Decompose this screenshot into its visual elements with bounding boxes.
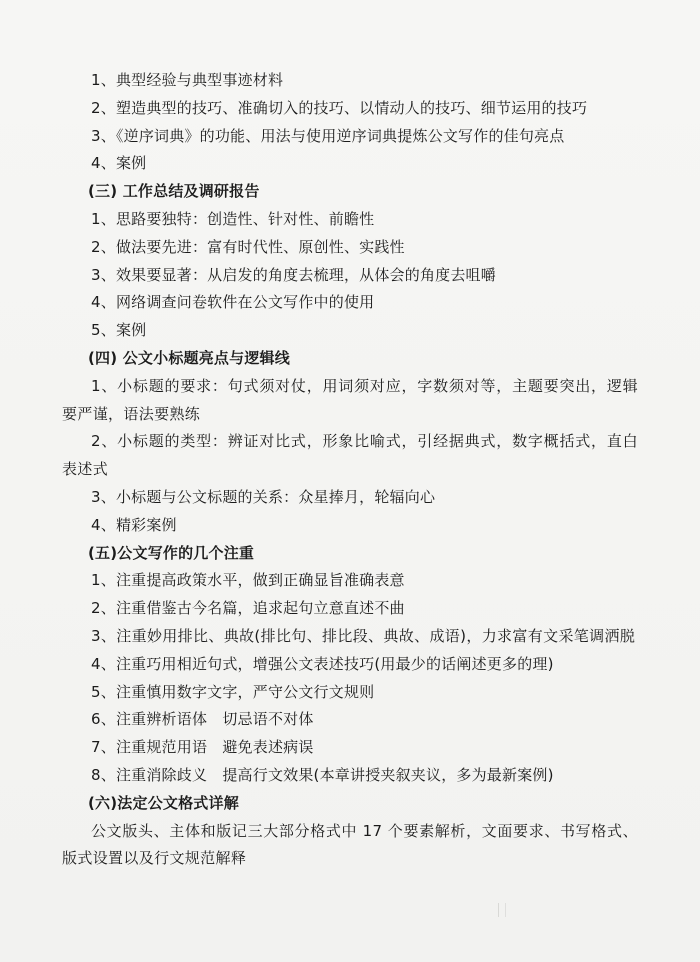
section-heading-4: (四) 公文小标题亮点与逻辑线 — [88, 348, 290, 367]
list-item: 4、精彩案例 — [91, 515, 177, 534]
list-item: 7、注重规范用语 避免表述病误 — [91, 738, 314, 757]
list-item: 1、注重提高政策水平，做到正确显旨准确表意 — [91, 571, 405, 590]
list-item: 3、效果要显著：从启发的角度去梳理，从体会的角度去咀嚼 — [91, 265, 496, 284]
list-item: 4、网络调查问卷软件在公文写作中的使用 — [91, 293, 375, 312]
scan-mark — [498, 903, 506, 917]
list-item: 3、小标题与公文标题的关系：众星捧月，轮辐向心 — [91, 487, 436, 506]
section-heading-6: (六)法定公文格式详解 — [88, 793, 239, 812]
list-item: 5、案例 — [91, 321, 147, 340]
list-item: 2、做法要先进：富有时代性、原创性、实践性 — [91, 237, 405, 256]
list-item: 8、注重消除歧义 提高行文效果(本章讲授夹叙夹议，多为最新案例) — [91, 765, 554, 784]
list-item: 1、典型经验与典型事迹材料 — [91, 71, 284, 89]
list-item: 1、思路要独特：创造性、针对性、前瞻性 — [91, 209, 375, 228]
list-item: 3、《逆序词典》的功能、用法与使用逆序词典提炼公文写作的佳句亮点 — [91, 126, 565, 145]
section-heading-3: (三) 工作总结及调研报告 — [88, 182, 260, 201]
list-item-paragraph: 2、小标题的类型：辨证对比式，形象比喻式，引经据典式，数字概括式，直白表述式 — [62, 432, 638, 479]
list-item-paragraph: 1、小标题的要求：句式须对仗，用词须对应，字数须对等，主题要突出，逻辑要严谨，语法要熟练 — [62, 376, 638, 423]
list-item-paragraph: 3、注重妙用排比、典故(排比句、排比段、典故、成语)，力求富有文采笔调洒脱 — [91, 626, 636, 645]
document-body — [62, 67, 638, 873]
list-item: 5、注重慎用数字文字，严守公文行文规则 — [91, 682, 375, 701]
list-item: 4、案例 — [91, 154, 147, 173]
section-heading-5: (五)公文写作的几个注重 — [88, 543, 255, 562]
list-item: 2、塑造典型的技巧、准确切入的技巧、以情动人的技巧、细节运用的技巧 — [91, 98, 588, 117]
section-paragraph: 公文版头、主体和版记三大部分格式中 17 个要素解析，文面要求、书写格式、版式设置以及行文规范解释 — [62, 821, 638, 868]
list-item: 4、注重巧用相近句式，增强公文表述技巧(用最少的话阐述更多的理) — [91, 654, 554, 673]
list-item: 6、注重辨析语体 切忌语不对体 — [91, 710, 314, 729]
list-item: 2、注重借鉴古今名篇，追求起句立意直述不曲 — [91, 599, 405, 618]
